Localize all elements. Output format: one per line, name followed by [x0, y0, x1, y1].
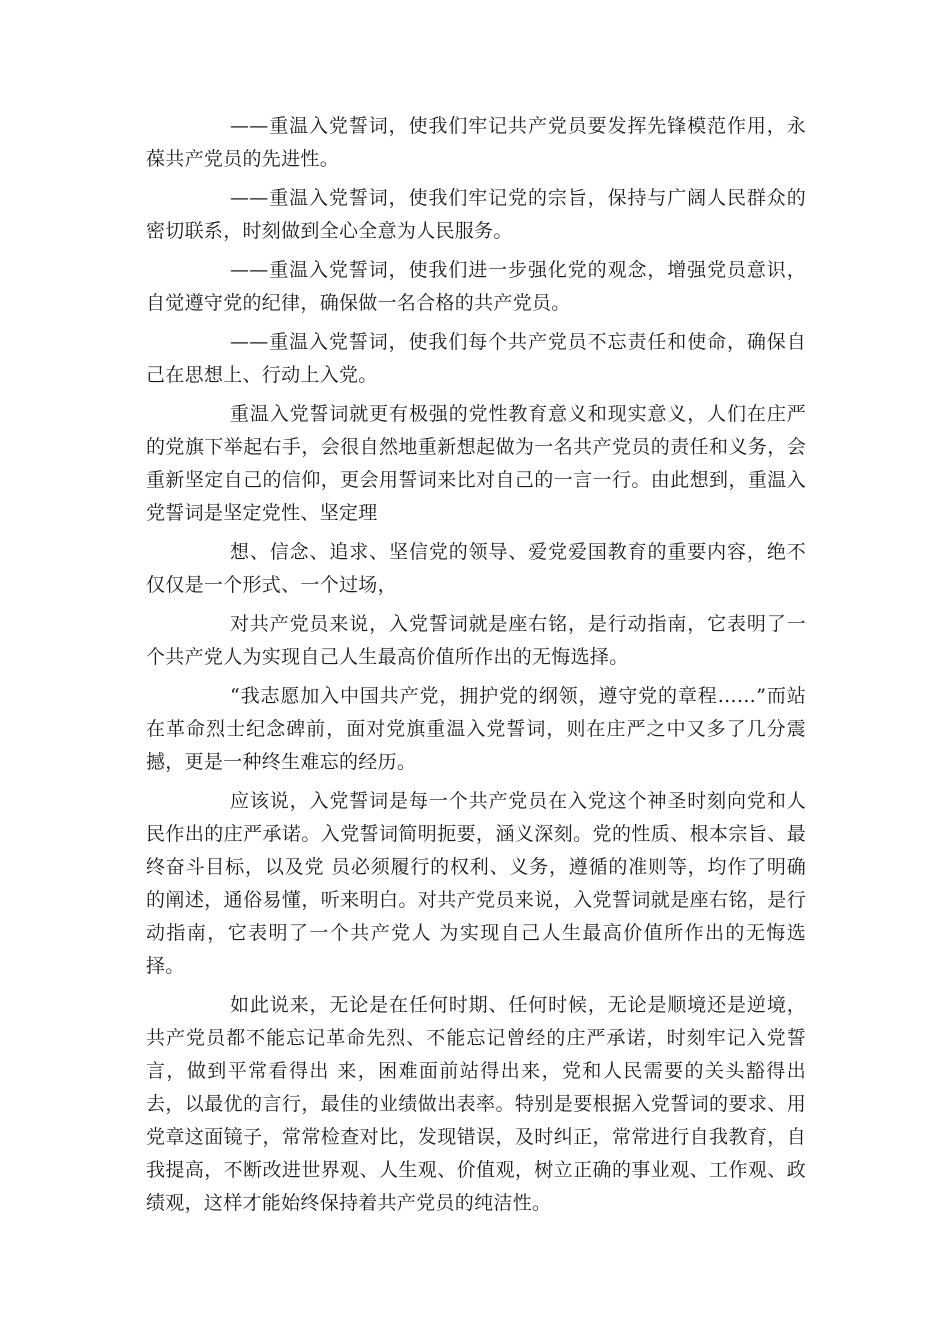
paragraph: 如此说来，无论是在任何时期、任何时候，无论是顺境还是逆境，共产党员都不能忘记革命先烈、不能忘记曾经的庄严承诺，时刻牢记入党誓言，做到平常看得出 来，困难面前站得出来，党和人民需要的关头豁得出去，以最优的言行，最佳的业绩做出表率。特别是要根据入党誓词的要求、用党章这面镜子，常常检查对比，发现错误，及时纠正，常常进行自我教育，自我提高，不断改进世界观、人生观、价值观，树立正确的事业观、工作观、政绩观，这样才能始终保持着共产党员的纯洁性。: [146, 994, 806, 1214]
paragraph: ——重温入党誓词，使我们牢记党的宗旨，保持与广阔人民群众的密切联系，时刻做到全心全意为人民服务。: [146, 187, 806, 242]
paragraph: 应该说，入党誓词是每一个共产党员在入党这个神圣时刻向党和人民作出的庄严承诺。入党誓词简明扼要，涵义深刻。党的性质、根本宗旨、最终奋斗目标，以及党 员必须履行的权利、义务，遵循的准则等，均作了明确的阐述，通俗易懂，听来明白。对共产党员来说，入党誓词就是座右铭，是行动指南，它表明了一个共产党人 为实现自己人生最高价值所作出的无悔选择。: [146, 790, 806, 977]
paragraph: 重温入党誓词就更有极强的党性教育意义和现实意义，人们在庄严的党旗下举起右手，会很自然地重新想起做为一名共产党员的责任和义务，会重新坚定自己的信仰，更会用誓词来比对自己的一言一行。由此想到，重温入党誓词是坚定党性、坚定理: [146, 403, 806, 524]
paragraph: ——重温入党誓词，使我们进一步强化党的观念，增强党员意识，自觉遵守党的纪律，确保做一名合格的共产党员。: [146, 259, 806, 314]
paragraph: “我志愿加入中国共产党，拥护党的纲领，遵守党的章程……”而站在革命烈士纪念碑前，面对党旗重温入党誓词，则在庄严之中又多了几分震撼，更是一种终生难忘的经历。: [146, 685, 806, 773]
paragraph: ——重温入党誓词，使我们牢记共产党员要发挥先锋模范作用，永葆共产党员的先进性。: [146, 115, 806, 170]
paragraph: 对共产党员来说，入党誓词就是座右铭，是行动指南，它表明了一个共产党人为实现自己人生最高价值所作出的无悔选择。: [146, 613, 806, 668]
document-body: [146, 110, 806, 1226]
paragraph: ——重温入党誓词，使我们每个共产党员不忘责任和使命，确保自己在思想上、行动上入党。: [146, 331, 806, 386]
paragraph: 想、信念、追求、坚信党的领导、爱党爱国教育的重要内容，绝不仅仅是一个形式、一个过场，: [146, 541, 806, 596]
